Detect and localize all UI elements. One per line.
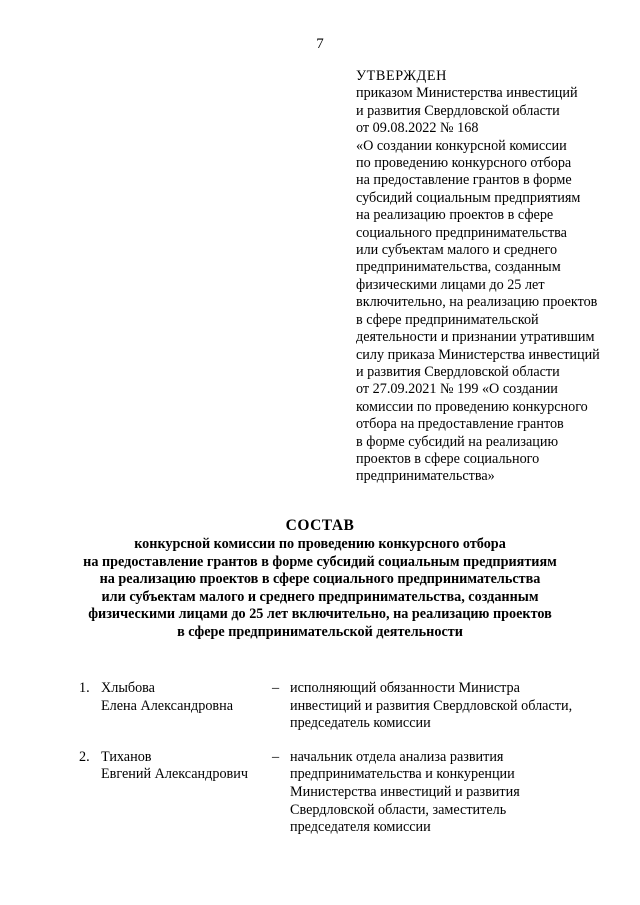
member-number: 2. — [79, 748, 90, 765]
composition-heading — [0, 516, 640, 642]
approval-line: в форме субсидий на реализацию — [356, 433, 559, 450]
composition-subtitle-line: в сфере предпринимательской деятельности — [177, 623, 463, 640]
approval-line: физическими лицами до 25 лет — [356, 276, 545, 293]
member-role-line: исполняющий обязанности Министра — [290, 680, 520, 696]
member-dash: – — [272, 748, 280, 765]
approval-line: предпринимательства» — [356, 468, 495, 485]
approval-line: силу приказа Министерства инвестиций — [356, 346, 600, 363]
member-role-line: начальник отдела анализа развития — [290, 748, 504, 765]
approval-line: «О создании конкурсной комиссии — [356, 137, 567, 154]
approval-line: приказом Министерства инвестиций — [356, 85, 578, 102]
approval-line: или субъектам малого и среднего — [356, 242, 558, 259]
approval-block — [356, 68, 626, 486]
member-role — [290, 749, 610, 837]
approval-line: по проведению конкурсного отбора — [356, 155, 572, 172]
approval-line: на предоставление грантов в форме — [356, 172, 572, 189]
member-role-line: председатель комиссии — [290, 715, 431, 732]
member-number: 1. — [79, 680, 90, 696]
approval-line: отбора на предоставление грантов — [356, 416, 564, 433]
approval-line: на реализацию проектов в сфере — [356, 207, 554, 224]
members-list — [0, 680, 640, 853]
approval-line: включительно, на реализацию проектов — [356, 294, 598, 311]
approval-line: и развития Свердловской области — [356, 102, 560, 119]
approval-line: и развития Свердловской области — [356, 363, 560, 380]
member-item — [0, 680, 640, 733]
approval-line: субсидий социальным предприятиям — [356, 189, 581, 206]
approval-line: от 27.09.2021 № 199 «О создании — [356, 381, 558, 398]
member-role — [290, 680, 610, 733]
approval-line: в сфере предпринимательской — [356, 311, 539, 328]
member-role-line: председателя комиссии — [290, 819, 431, 836]
composition-subtitle-line: или субъектам малого и среднего предпринимательства, созданным — [101, 588, 539, 605]
composition-title: СОСТАВ — [285, 517, 355, 534]
member-given-names: Евгений Александрович — [101, 766, 248, 783]
member-surname: Хлыбова — [101, 680, 155, 696]
member-role-line: Министерства инвестиций и развития — [290, 783, 520, 800]
member-role-line: предпринимательства и конкуренции — [290, 766, 515, 783]
approval-heading: УТВЕРЖДЕН — [356, 68, 447, 84]
page-number: 7 — [316, 36, 324, 52]
member-role-line: инвестиций и развития Свердловской области, — [290, 697, 573, 714]
member-surname: Тиханов — [101, 748, 152, 765]
composition-subtitle-line: на реализацию проектов в сфере социального предпринимательства — [99, 571, 541, 588]
member-dash: – — [272, 680, 280, 696]
member-role-line: Свердловской области, заместитель — [290, 801, 507, 818]
composition-subtitle-line: физическими лицами до 25 лет включительно, на реализацию проектов — [88, 606, 552, 623]
approval-line: деятельности и признании утратившим — [356, 329, 595, 346]
approval-line: комиссии по проведению конкурсного — [356, 398, 588, 415]
composition-subtitle-line: конкурсной комиссии по проведению конкурсного отбора — [134, 536, 506, 552]
member-name — [101, 749, 248, 784]
member-item — [0, 749, 640, 837]
approval-line: от 09.08.2022 № 168 — [356, 120, 479, 137]
approval-line: предпринимательства, созданным — [356, 259, 561, 276]
approval-line: проектов в сфере социального — [356, 450, 540, 467]
member-name — [101, 680, 233, 715]
member-given-names: Елена Александровна — [101, 697, 233, 714]
approval-line: социального предпринимательства — [356, 224, 567, 241]
composition-subtitle-line: на предоставление грантов в форме субсидий социальным предприятиям — [83, 553, 557, 570]
